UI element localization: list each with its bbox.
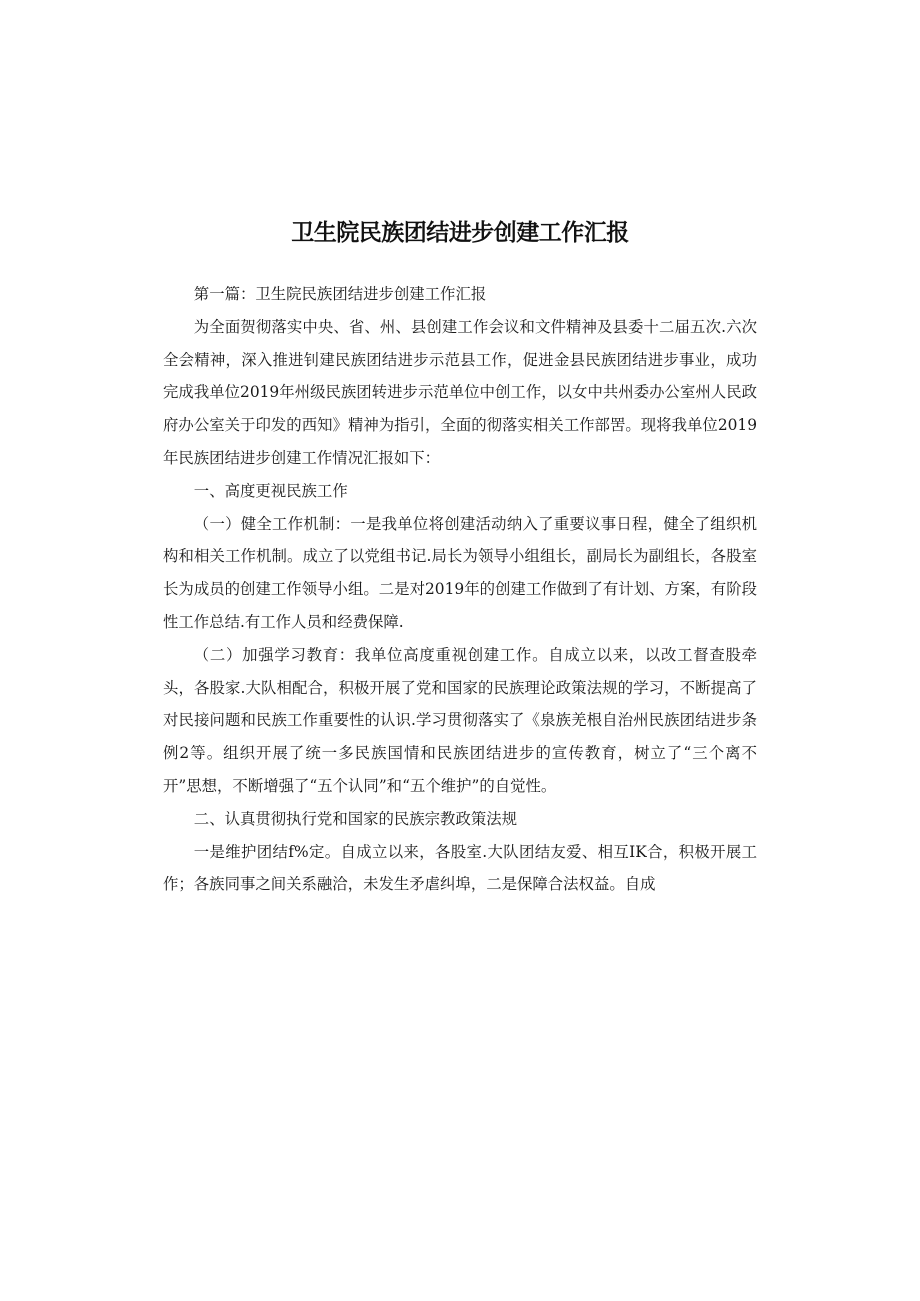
paragraph-heading-first-part: 第一篇：卫生院民族团结进步创建工作汇报	[193, 285, 487, 303]
section-heading-1: 一、高度更视民族工作	[193, 481, 348, 500]
paragraph-study-education: （二）加强学习教育：我单位高度重视创建工作。自成立以来，以改工督查股牵头，各股家.大队相配合，积极开展了党和国家的民族理论政策法规的学习，不断提高了对民接问题和民族工作重要性的认识.学习贯彻落实了《泉族羌根自治州民族团结进步条例2等。组织开展了统一多民族国情和民族团结进步的宣传教育，树立了“三个离不开”思想，不断增强了“五个认同”和“五个维护”的自觉性。	[163, 645, 757, 795]
document-body	[163, 278, 757, 901]
section-heading-2: 二、认真贯彻执行党和国家的民族宗教政策法规	[193, 809, 518, 828]
paragraph-unity-stability: 一是维护团结f%定。自成立以来，各股室.大队团结友爱、相互IK合，积极开展工作；各族同事之间关系融洽，未发生矛虐纠埠，二是保障合法权益。自成	[163, 842, 757, 894]
paragraph-intro: 为全面贺彻落实中央、省、州、县创建工作会议和文件精神及县委十二届五次.六次全会精神，深入推进钊建民族团结进步示范县工作，促进金县民族团结进步事业，成功完成我单位2019年州级民族团转进步示范单位中创工作，以女中共州委办公室州人民政府办公室关于印发的西知》精神为指引，全面的彻落实相关工作部罟。现将我单位2019年民族团结进步创建工作情况汇报如下：	[163, 317, 757, 467]
document-title: 卫生院民族团结进步创建工作汇报	[291, 220, 629, 246]
paragraph-work-mechanism: （一）健全工作机制：一是我单位将创建活动纳入了重要议事日程，健全了组织机构和相关工作机制。成立了以党组书记.局长为领导小组组长，副局长为副组长，各股室长为成员的创建工作领导小组。二是对2019年的创建工作做到了有计划、方案，有阶段性工作总结.有工作人员和经费保障.	[163, 514, 757, 631]
